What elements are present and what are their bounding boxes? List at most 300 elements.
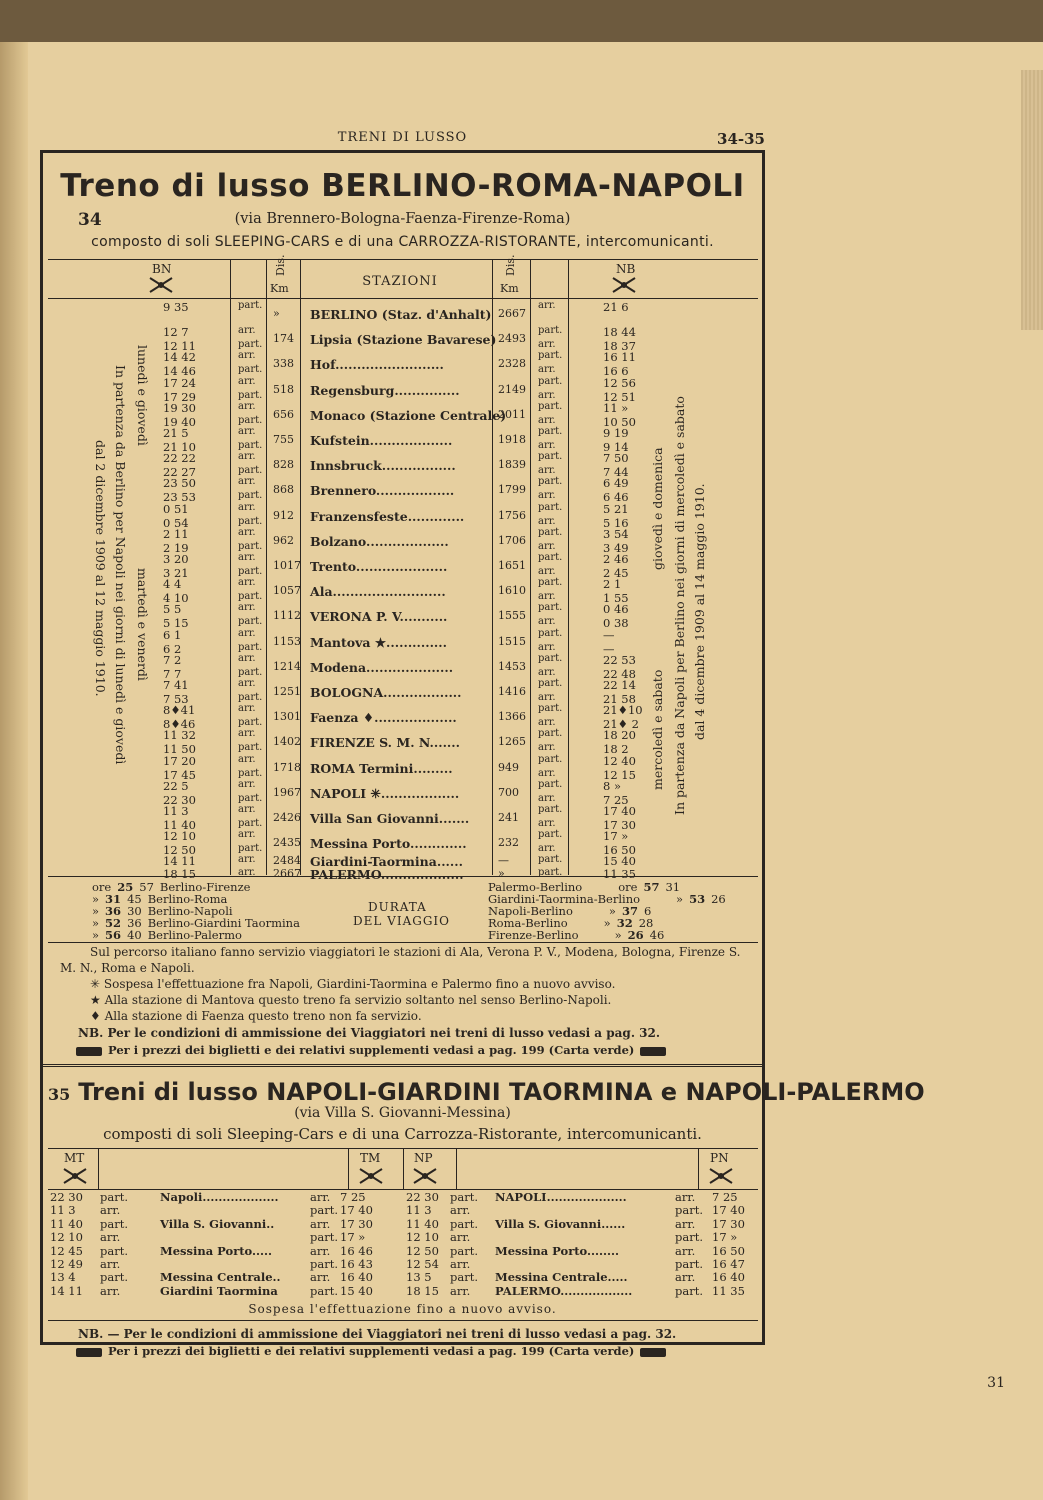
page-number: 31 — [987, 1375, 1005, 1391]
cell-b2: arr. — [538, 818, 556, 829]
cell-tl2: 2 19 — [163, 540, 189, 555]
durata-h: 31 — [105, 892, 122, 906]
cell-km: 174 — [273, 332, 294, 346]
cell-tr2: 7 44 — [603, 465, 629, 480]
cell-name: Kufstein................... — [310, 433, 453, 448]
cell-tr2: 6 46 — [603, 490, 629, 505]
cell-tr2: — — [603, 641, 615, 656]
cell-a1: arr. — [238, 451, 256, 463]
cell-tr2: 17 30 — [603, 818, 636, 832]
cell-mt: 12 45 — [50, 1243, 83, 1258]
cell-np: 12 50 — [406, 1243, 439, 1258]
cell-a1: arr. — [238, 867, 256, 879]
cell-pn: 16 47 — [712, 1257, 745, 1271]
cell-tr2: 12 15 — [603, 767, 636, 782]
cell-na: arr. — [450, 1283, 471, 1298]
cell-km2: 1610 — [498, 584, 526, 598]
cell-b2: arr. — [538, 616, 556, 628]
cell-b2: arr. — [538, 465, 556, 477]
cell-tl1: 5 5 — [163, 602, 182, 617]
cell-km2: » — [498, 867, 505, 881]
cell-ta: part. — [310, 1257, 338, 1271]
cell-ma: part. — [100, 1243, 128, 1258]
cell-pa: arr. — [675, 1243, 696, 1258]
cell-tr1: 16 11 — [603, 350, 636, 365]
cell-name: Franzensfeste............. — [310, 508, 465, 524]
cell-km2: 1366 — [498, 710, 526, 724]
cell-tr1: 12 40 — [603, 753, 636, 768]
running-title: TRENI DI LUSSO — [337, 130, 468, 145]
cell-name: BOLOGNA.................. — [310, 685, 462, 700]
section-divider — [42, 1064, 763, 1067]
cell-km: 1057 — [273, 584, 301, 598]
cell-a2: part. — [238, 792, 263, 804]
cell-km2: 1416 — [498, 685, 526, 698]
cell-km2: 2011 — [498, 407, 526, 421]
cell-km2: 949 — [498, 760, 519, 774]
durata-h: 25 — [117, 880, 134, 894]
cell-tr2: 16 50 — [603, 843, 636, 858]
train34-prices — [70, 1043, 750, 1057]
cell-b1: part. — [538, 804, 563, 815]
cell-tr2: 1 55 — [603, 591, 629, 606]
cell-ma: arr. — [100, 1203, 121, 1218]
cell-a2: part. — [238, 389, 263, 401]
durata-route: Napoli-Berlino — [488, 904, 573, 918]
cell-tl1: 6 1 — [163, 627, 182, 642]
cell-pn: 16 50 — [712, 1243, 745, 1258]
cell-ta: part. — [310, 1230, 338, 1245]
cell-tm: 16 40 — [340, 1270, 373, 1285]
crossed-arms-icon — [708, 1167, 734, 1185]
cell-b1: part. — [538, 778, 563, 790]
cell-tl2: 4 10 — [163, 591, 189, 606]
cell-tl1: 11 3 — [163, 804, 189, 818]
durata-route: Firenze-Berlino — [488, 928, 579, 942]
cell-km: 1718 — [273, 760, 301, 774]
cell-np: 18 15 — [406, 1283, 439, 1298]
left-note: In partenza da Berlino per Napoli nei giorni di lunedì e giovedì — [113, 365, 128, 765]
cell-a1: arr. — [238, 627, 256, 639]
cell-tm: 17 » — [340, 1230, 366, 1245]
cell-tr1: 6 49 — [603, 476, 629, 491]
note-mantova: ★ Alla stazione di Mantova questo treno fa servizio soltanto nel senso Berlino-Napoli. — [90, 993, 612, 1007]
col-km-label: Km — [270, 282, 289, 295]
cell-km: 912 — [273, 508, 294, 522]
cell-a2: part. — [238, 692, 263, 703]
cell-b2: arr. — [538, 540, 556, 552]
cell-km2: 2149 — [498, 382, 526, 396]
cell-tl1: 8♦41 — [163, 703, 196, 718]
cell-mt: 12 49 — [50, 1257, 83, 1271]
cell-pn: 17 30 — [712, 1216, 745, 1231]
cell-b2: arr. — [538, 389, 556, 401]
cell-a2: part. — [238, 414, 263, 426]
cell-b1: part. — [538, 652, 563, 664]
col-bn-label: BN — [152, 262, 172, 276]
cell-tl1: 22 22 — [163, 451, 196, 466]
cell-tl2: 12 11 — [163, 339, 196, 354]
cell-tr1: 3 54 — [603, 526, 629, 541]
cell-tl2: 22 30 — [163, 792, 196, 807]
cell-name: FIRENZE S. M. N....... — [310, 735, 460, 751]
cell-b1: part. — [538, 602, 563, 614]
train35-table-header — [48, 1148, 758, 1190]
cell-tl1: 17 20 — [163, 753, 196, 768]
cell-tl1: 14 42 — [163, 350, 196, 365]
durata-p: ore — [92, 880, 112, 894]
cell-a1: arr. — [238, 678, 256, 689]
cell-b2: arr. — [538, 767, 556, 779]
cell-a2: part. — [238, 364, 263, 376]
cell-pa: part. — [675, 1257, 703, 1271]
cell-s2: Messina Porto........ — [495, 1243, 620, 1258]
cell-a1: arr. — [238, 577, 256, 589]
cell-tm: 16 43 — [340, 1257, 373, 1271]
cell-tl1: 22 5 — [163, 778, 189, 793]
durata-m: 45 — [127, 892, 142, 906]
cell-tm: 15 40 — [340, 1283, 373, 1298]
cell-tr1: 15 40 — [603, 854, 636, 869]
cell-km2: 700 — [498, 785, 519, 799]
cell-s1: Villa S. Giovanni.. — [160, 1216, 275, 1231]
cell-b2: arr. — [538, 414, 556, 426]
page-edges — [1021, 70, 1043, 330]
cell-a1: arr. — [238, 652, 256, 664]
cell-tl1: 2 11 — [163, 526, 189, 541]
cell-km: 1112 — [273, 609, 301, 623]
cell-na: arr. — [450, 1230, 471, 1245]
cell-b1: part. — [538, 375, 563, 387]
running-header — [40, 130, 765, 152]
cell-name: PALERMO................... — [310, 867, 464, 883]
cell-name: Trento..................... — [310, 559, 448, 574]
durata-h: 36 — [105, 904, 122, 918]
cell-b2: arr. — [538, 591, 556, 603]
cell-tl2: 11 40 — [163, 818, 196, 832]
pointing-hand-icon — [640, 1348, 666, 1357]
cell-tr2: 3 49 — [603, 540, 629, 555]
durata-viaggio — [48, 878, 758, 940]
cell-tr1: 2 46 — [603, 552, 629, 566]
cell-km2: 1918 — [498, 433, 526, 446]
cell-km: 1301 — [273, 710, 301, 724]
cell-tr2: 5 16 — [603, 515, 629, 530]
cell-a1: arr. — [238, 829, 256, 841]
cell-b2: arr. — [538, 692, 556, 703]
cell-km2: 1265 — [498, 735, 526, 749]
cell-tr1: 22 14 — [603, 678, 636, 692]
cell-b1: part. — [538, 854, 563, 866]
cell-s2: Villa S. Giovanni...... — [495, 1216, 626, 1231]
cell-a1: arr. — [238, 400, 256, 412]
cell-pa: part. — [675, 1283, 703, 1298]
train35-prices — [70, 1344, 750, 1358]
cell-name: Villa San Giovanni....... — [310, 811, 470, 826]
cell-tl1: 21 5 — [163, 426, 189, 440]
cell-name: ROMA Termini......... — [310, 760, 453, 776]
crossed-arms-icon — [62, 1167, 88, 1185]
crossed-arms-icon — [358, 1167, 384, 1185]
cell-tl2: 17 45 — [163, 767, 196, 782]
cell-b2: arr. — [538, 792, 556, 804]
cell-np: 11 40 — [406, 1216, 439, 1231]
cell-na: part. — [450, 1190, 478, 1204]
cell-a1: arr. — [238, 476, 256, 488]
cell-b1: part. — [538, 829, 563, 841]
cell-tr1: 0 46 — [603, 602, 629, 617]
durata-h: 57 — [643, 880, 660, 894]
cell-pn: 17 » — [712, 1230, 738, 1245]
col-mt-label: MT — [64, 1151, 85, 1165]
cell-pa: arr. — [675, 1270, 696, 1285]
cell-ma: part. — [100, 1216, 128, 1231]
col-nb-label: NB — [616, 262, 636, 276]
pointing-hand-icon — [76, 1047, 102, 1056]
cell-a2: part. — [238, 616, 263, 628]
cell-km2: 1555 — [498, 609, 526, 623]
cell-name: Faenza ♦................... — [310, 710, 457, 726]
cell-mt: 13 4 — [50, 1270, 76, 1285]
train34-notes — [60, 944, 750, 1024]
durata-route: Roma-Berlino — [488, 916, 568, 930]
durata-p: » — [92, 904, 100, 918]
cell-tr1: 12 56 — [603, 375, 636, 390]
cell-a2: part. — [238, 641, 263, 653]
durata-entry — [488, 928, 670, 942]
cell-a2: part. — [238, 566, 263, 577]
cell-km: 2426 — [273, 811, 301, 824]
cell-km: 2484 — [273, 854, 301, 868]
cell-tl1: 12 10 — [163, 829, 196, 844]
cell-tl1: 9 35 — [163, 300, 189, 314]
cell-tm: 16 46 — [340, 1243, 373, 1258]
cell-np: 12 54 — [406, 1257, 439, 1271]
cell-tr2: 10 50 — [603, 414, 636, 429]
cell-b2: arr. — [538, 364, 556, 376]
cell-tl1: 14 11 — [163, 854, 196, 869]
cell-b2: arr. — [538, 742, 556, 754]
cell-tr2: 16 6 — [603, 364, 629, 379]
cell-b1: part. — [538, 728, 563, 740]
cell-s2: Messina Centrale..... — [495, 1270, 628, 1285]
cell-km2: 2493 — [498, 332, 526, 346]
durata-m: 31 — [665, 880, 681, 894]
cell-km: 828 — [273, 458, 294, 472]
cell-tr2: 21 58 — [603, 692, 636, 706]
cell-tl1: 11 32 — [163, 728, 196, 743]
cell-name: Modena.................... — [310, 659, 454, 675]
cell-tm: 17 40 — [340, 1203, 373, 1218]
cell-a2: part. — [238, 818, 263, 829]
cell-b2: arr. — [538, 641, 556, 653]
col-np-label: NP — [414, 1151, 433, 1165]
durata-h: 37 — [621, 904, 638, 918]
cell-km2: — — [498, 854, 509, 868]
cell-name: Giardini-Taormina...... — [310, 854, 463, 870]
durata-m: 36 — [127, 916, 142, 930]
durata-m: 30 — [127, 904, 142, 918]
cell-b1: part. — [538, 526, 563, 538]
cell-tl2: 21 10 — [163, 440, 196, 454]
cell-ma: arr. — [100, 1283, 121, 1298]
cell-km2: 1453 — [498, 659, 526, 673]
cell-a1: arr. — [238, 325, 256, 337]
train35-composition: composti di soli Sleeping-Cars e di una Carrozza-Ristorante, intercomunicanti. — [103, 1125, 702, 1143]
durata-p: » — [92, 928, 100, 942]
cell-ta: arr. — [310, 1190, 331, 1204]
cell-name: Brennero.................. — [310, 483, 455, 499]
cell-b2: arr. — [538, 843, 556, 855]
crossed-arms-icon — [611, 276, 637, 294]
cell-km2: 241 — [498, 811, 519, 824]
cell-tl1: 19 30 — [163, 400, 196, 415]
col-tm-label: TM — [360, 1151, 381, 1165]
cell-s2: NAPOLI.................... — [495, 1190, 627, 1204]
pointing-hand-icon — [76, 1348, 102, 1357]
cell-b1: part. — [538, 867, 563, 879]
cell-b2: arr. — [538, 440, 556, 451]
cell-tl2: 7 7 — [163, 666, 182, 681]
cell-a1: arr. — [238, 804, 256, 815]
cell-km: 962 — [273, 533, 294, 547]
crossed-arms-icon — [148, 276, 174, 294]
cell-pa: arr. — [675, 1216, 696, 1231]
cell-np: 22 30 — [406, 1190, 439, 1204]
cell-ta: part. — [310, 1203, 338, 1218]
train35-via: (via Villa S. Giovanni-Messina) — [294, 1105, 511, 1121]
cell-tl1: 7 41 — [163, 678, 189, 692]
cell-km2: 232 — [498, 836, 519, 850]
cell-tr1: 9 19 — [603, 426, 629, 440]
right-note-2: dal 4 dicembre 1909 al 14 maggio 1910. — [692, 483, 707, 740]
cell-pa: part. — [675, 1230, 703, 1245]
cell-tr2: 18 37 — [603, 339, 636, 354]
durata-route: Berlino-Napoli — [147, 904, 233, 918]
cell-tr1: 11 35 — [603, 867, 636, 882]
cell-tl2: 17 29 — [163, 389, 196, 404]
crossed-arms-icon — [412, 1167, 438, 1185]
cell-tl2: 23 53 — [163, 490, 196, 505]
cell-b1: arr. — [538, 300, 556, 311]
right-note: In partenza da Napoli per Berlino nei giorni di mercoledì e sabato — [672, 396, 687, 815]
cell-pn: 11 35 — [712, 1283, 745, 1298]
durata-p: ore — [618, 880, 638, 894]
cell-a2: part. — [238, 515, 263, 527]
cell-tl2: 8♦46 — [163, 717, 196, 732]
cell-a1: arr. — [238, 426, 256, 437]
train35-number: 35 — [48, 1085, 71, 1104]
cell-name: Regensburg............... — [310, 382, 460, 398]
cell-tl2: 22 27 — [163, 465, 196, 480]
durata-h: 26 — [627, 928, 644, 942]
cell-name: Monaco (Stazione Centrale) — [310, 407, 507, 423]
timetable-row — [48, 854, 758, 870]
cell-tl1: 17 24 — [163, 375, 196, 390]
cell-km: 518 — [273, 382, 294, 396]
cell-tr2: 22 48 — [603, 666, 636, 681]
cell-tl1: 4 4 — [163, 577, 182, 592]
cell-tl2: 7 53 — [163, 692, 189, 706]
train34-prices-text: Per i prezzi dei biglietti e dei relativi supplementi vedasi a pag. 199 (Carta verde) — [108, 1043, 635, 1057]
cell-ma: part. — [100, 1270, 128, 1285]
cell-ma: arr. — [100, 1257, 121, 1271]
cell-name: Ala.......................... — [310, 584, 446, 600]
train34-number: 34 — [78, 210, 102, 230]
note-sospesa: ✳ Sospesa l'effettuazione fra Napoli, Giardini-Taormina e Palermo fino a nuovo avviso. — [90, 977, 616, 991]
cell-name: VERONA P. V........... — [310, 609, 448, 625]
cell-a1: arr. — [238, 375, 256, 387]
train35-sospesa: Sospesa l'effettuazione fino a nuovo avviso. — [248, 1302, 557, 1316]
cell-tr2: 18 2 — [603, 742, 629, 757]
durata-h: 53 — [689, 892, 706, 906]
note-stations: Sul percorso italiano fanno servizio viaggiatori le stazioni di Ala, Verona P. V., Modena, Bologna, Firenze S. M. N., Roma e Napoli. — [60, 945, 741, 975]
cell-km: 755 — [273, 433, 294, 446]
cell-tr1: — — [603, 627, 615, 642]
train35-nb: NB. — Per le condizioni di ammissione dei Viaggiatori nei treni di lusso vedasi a pag. 32. — [78, 1327, 677, 1341]
cell-na: part. — [450, 1243, 478, 1258]
cell-name: BERLINO (Staz. d'Anhalt) — [310, 307, 492, 322]
cell-np: 13 5 — [406, 1270, 432, 1285]
col-km2-label: Km — [500, 282, 519, 295]
cell-tr1: 22 53 — [603, 652, 636, 667]
cell-km2: 2328 — [498, 357, 526, 371]
cell-a1: arr. — [238, 552, 256, 563]
cell-km2: 1756 — [498, 508, 526, 522]
cell-tr1: 7 50 — [603, 451, 629, 466]
cell-na: part. — [450, 1270, 478, 1285]
cell-a1: arr. — [238, 753, 256, 765]
cell-pn: 17 40 — [712, 1203, 745, 1218]
cell-a1: arr. — [238, 501, 256, 513]
cell-a1: arr. — [238, 728, 256, 740]
pointing-hand-icon — [640, 1047, 666, 1056]
cell-tl2: 5 15 — [163, 616, 189, 631]
cell-km: 1017 — [273, 559, 301, 572]
cell-b2: arr. — [538, 566, 556, 577]
cell-tr2: 12 51 — [603, 389, 636, 404]
cell-name: Mantova ★.............. — [310, 634, 447, 650]
durata-h: 56 — [105, 928, 122, 942]
cell-pa: arr. — [675, 1190, 696, 1204]
cell-a1: arr. — [238, 778, 256, 790]
cell-km2: 1515 — [498, 634, 526, 648]
cell-a1: arr. — [238, 350, 256, 362]
cell-a2: part. — [238, 440, 263, 451]
cell-km: 1967 — [273, 785, 301, 799]
cell-a2: part. — [238, 742, 263, 754]
col-dis-label: Dis. — [274, 254, 287, 276]
cell-a2: part. — [238, 339, 263, 351]
cell-a1: arr. — [238, 526, 256, 538]
durata-entry — [92, 928, 248, 942]
cell-pn: 16 40 — [712, 1270, 745, 1285]
book-gutter — [0, 42, 28, 1500]
cell-tr1: 11 » — [603, 400, 629, 415]
cell-tr1: 21♦10 — [603, 703, 643, 718]
cell-tm: 7 25 — [340, 1190, 366, 1204]
cell-km2: 1651 — [498, 559, 526, 572]
train34-composition: composto di soli SLEEPING-CARS e di una CARROZZA-RISTORANTE, intercomunicanti. — [91, 234, 714, 250]
cell-b1: part. — [538, 426, 563, 437]
right-days-2: mercoledì e sabato — [650, 669, 665, 790]
cell-km: 656 — [273, 407, 294, 421]
col-pn-label: PN — [710, 1151, 729, 1165]
left-note-2: dal 2 dicembre 1909 al 12 maggio 1910. — [93, 440, 108, 697]
cell-a1: part. — [238, 300, 263, 311]
cell-tl1: 0 51 — [163, 501, 189, 516]
durata-route: Giardini-Taormina-Berlino — [488, 892, 641, 906]
